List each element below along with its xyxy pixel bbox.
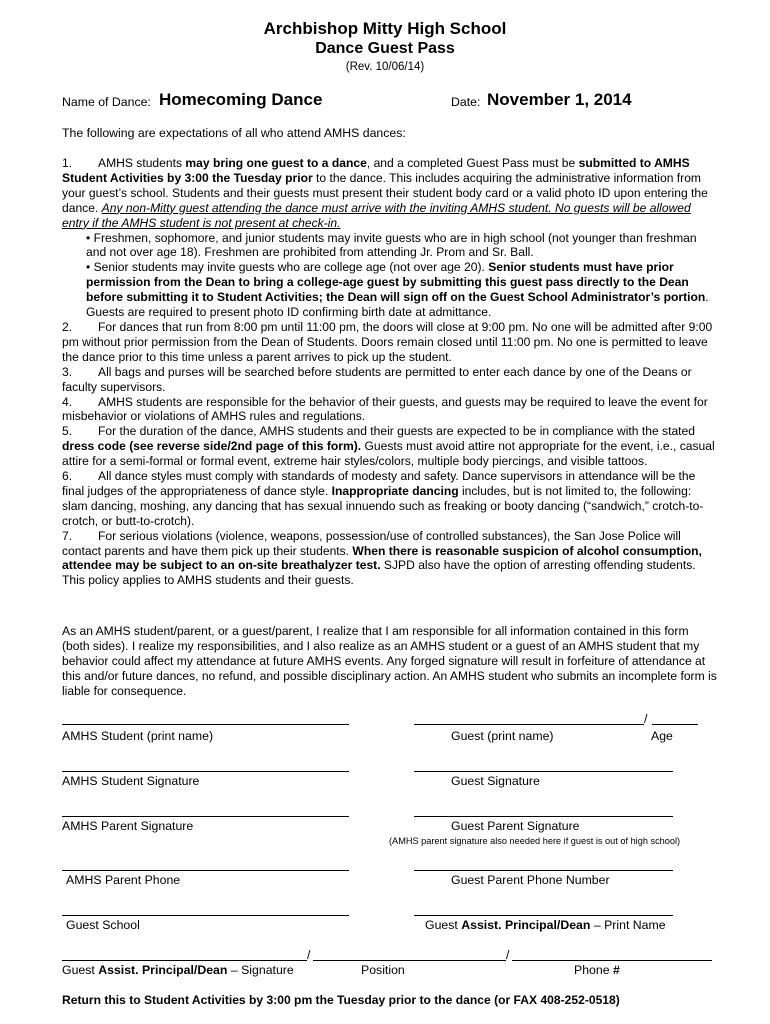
dance-name-value: Homecoming Dance: [159, 90, 323, 109]
position-line[interactable]: [313, 960, 506, 961]
item-number: 6.: [62, 469, 73, 484]
item-text: SJPD also have the option of arresting offending students. This policy applies to AMHS students and their guests.: [62, 558, 696, 588]
guest-school-line[interactable]: [62, 915, 349, 916]
parent-phone-line[interactable]: [62, 870, 349, 871]
school-name: Archbishop Mitty High School: [263, 19, 507, 38]
guest-dean-print-line[interactable]: [414, 915, 673, 916]
item-number: 2.: [62, 319, 73, 334]
guest-dean-signature-label: Guest Assist. Principal/Dean – Signature: [62, 963, 294, 977]
item-number: 1.: [62, 156, 73, 170]
revision-date: (Rev. 10/06/14): [345, 61, 425, 73]
item-bold-text: submitted to AMHS Student Activities by 3:00 the Tuesday prior: [62, 156, 690, 185]
student-signature-line[interactable]: [62, 771, 349, 772]
age-separator: /: [644, 712, 648, 726]
item-number: 7.: [62, 528, 73, 543]
bullet-text: . Guests are required to present photo ID confirming birth date at admittance.: [86, 290, 709, 320]
student-print-line[interactable]: [62, 724, 349, 725]
agreement-text: As an AMHS student/parent, or a guest/parent, I realize that I am responsible for all information contained in this form (both sides). I realize my responsibilities, and I also realize as an AMHS student or a guest of an AMHS student that my behavior could affect my attendance at future AMHS events. Any forged signature will result in forfeiture of attendance at this and/or future dances, no refund, and possible disciplinary action. An AMHS student who submits an incomplete form is liable for consequence.: [62, 624, 717, 698]
list-item: [62, 424, 718, 469]
list-item: [62, 469, 718, 529]
position-separator: /: [307, 948, 311, 962]
item-number: 4.: [62, 394, 73, 409]
form-title: Dance Guest Pass: [315, 40, 455, 57]
guest-signature-line[interactable]: [414, 771, 673, 772]
guest-parent-phone-label: Guest Parent Phone Number: [451, 873, 610, 887]
guest-parent-note: (AMHS parent signature also needed here if guest is out of high school): [389, 836, 681, 846]
date-label: Date:: [451, 95, 481, 109]
item-bold-text: dress code (see reverse side/2nd page of this form).: [62, 439, 362, 454]
item-underlined-text: Any non-Mitty guest attending the dance must arrive with the inviting AMHS student. No guests will be allowed entry if the AMHS student is not present at check-in.: [62, 200, 691, 230]
list-item: [62, 395, 718, 425]
parent-signature-line[interactable]: [62, 816, 349, 817]
intro-text: The following are expectations of all who attend AMHS dances:: [62, 126, 406, 140]
guest-parent-phone-line[interactable]: [414, 870, 673, 871]
list-item: [62, 260, 718, 320]
item-text: AMHS students are responsible for the behavior of their guests, and guests may be required to leave the event for misbehavior or violations of AMHS rules and regulations.: [62, 394, 708, 424]
guest-dean-print-label: Guest Assist. Principal/Dean – Print Name: [425, 918, 666, 932]
item-text: All bags and purses will be searched before students are permitted to enter each dance by one of the Deans or faculty supervisors.: [62, 364, 692, 394]
phone-label: Phone #: [574, 963, 620, 977]
item-text: For dances that run from 8:00 pm until 11:00 pm, the doors will close at 9:00 pm. No one will be admitted after 9:00 pm without prior permission from the Dean of Students. Doors remain closed until 11:00 pm. No one is permitted to leave the dance prior to this time unless a parent arrives to pick up the student.: [62, 319, 713, 364]
guest-parent-signature-label: Guest Parent Signature: [451, 819, 580, 833]
item-text: includes, but is not limited to, the following: slam dancing, moshing, any dancing that has sexual innuendo such as freaking or booty dancing (“sandwich,” crotch-to-crotch, or butt-to-crotch).: [62, 483, 704, 528]
expectations-list: [62, 156, 718, 588]
item-text: AMHS students: [98, 156, 186, 170]
item-text: For serious violations (violence, weapons, possession/use of controlled substances), the San Jose Police will contact parents and have them pick up their students.: [62, 528, 681, 558]
guest-parent-signature-line[interactable]: [414, 816, 673, 817]
item-text: Guests must avoid attire not appropriate for the event, i.e., casual attire for a semi-formal or formal event, extreme hair styles/colors, multiple body piercings, and visible tattoos.: [62, 439, 715, 469]
list-item: [62, 231, 718, 261]
item-number: 3.: [62, 364, 73, 379]
list-item: [62, 365, 718, 395]
date-value: November 1, 2014: [487, 90, 632, 109]
list-item: [62, 320, 718, 365]
position-label: Position: [361, 963, 405, 977]
item-text: All dance styles must comply with standards of modesty and safety. Dance supervisors in attendance will be the final judges of the appropriateness of dance style.: [62, 469, 696, 498]
bullet-text: • Senior students may invite guests who are college age (not over age 20).: [86, 260, 489, 275]
phone-separator: /: [506, 948, 510, 962]
list-item: [62, 529, 718, 589]
guest-print-line[interactable]: [414, 724, 644, 725]
guest-dean-signature-line[interactable]: [62, 960, 307, 961]
age-label: Age: [651, 729, 673, 743]
item-text: to the dance. This includes acquiring the administrative information from your guest’s school. Students and their guests must present their student body card or a valid photo ID upon entering the dance.: [62, 170, 708, 215]
parent-phone-label: AMHS Parent Phone: [66, 873, 181, 887]
dean-phone-line[interactable]: [512, 960, 712, 961]
item-number: 5.: [62, 424, 73, 439]
guest-signature-label: Guest Signature: [451, 774, 540, 788]
student-signature-label: AMHS Student Signature: [62, 774, 200, 788]
bullet-bold-text: Senior students must have prior permission from the Dean to bring a college-age guest by submitting this guest pass directly to the Dean before submitting it to Student Activities; the Dean will sign off on the Guest School Administrator’s portion: [86, 260, 706, 305]
item-bold-text: may bring one guest to a dance: [185, 156, 367, 170]
guest-school-label: Guest School: [66, 918, 140, 932]
guest-age-line[interactable]: [652, 724, 698, 725]
return-instructions: Return this to Student Activities by 3:00 pm the Tuesday prior to the dance (or FAX 408-252-0518): [62, 993, 620, 1007]
student-print-label: AMHS Student (print name): [62, 729, 214, 743]
parent-signature-label: AMHS Parent Signature: [62, 819, 194, 833]
bullet-text: • Freshmen, sophomore, and junior students may invite guests who are in high school (not younger than freshman and not over age 18). Freshmen are prohibited from attending Jr. Prom and Sr. Ball.: [86, 230, 697, 260]
list-item: [62, 156, 718, 231]
guest-print-label: Guest (print name): [451, 729, 554, 743]
item-text: For the duration of the dance, AMHS students and their guests are expected to be in compliance with the stated: [98, 424, 695, 439]
item-text: , and a completed Guest Pass must be: [366, 156, 579, 170]
dance-name-label: Name of Dance:: [62, 95, 151, 109]
item-bold-text: Inappropriate dancing: [331, 483, 459, 498]
item-bold-text: When there is reasonable suspicion of alcohol consumption, attendee may be subject to an on-site breathalyzer test.: [62, 543, 702, 573]
